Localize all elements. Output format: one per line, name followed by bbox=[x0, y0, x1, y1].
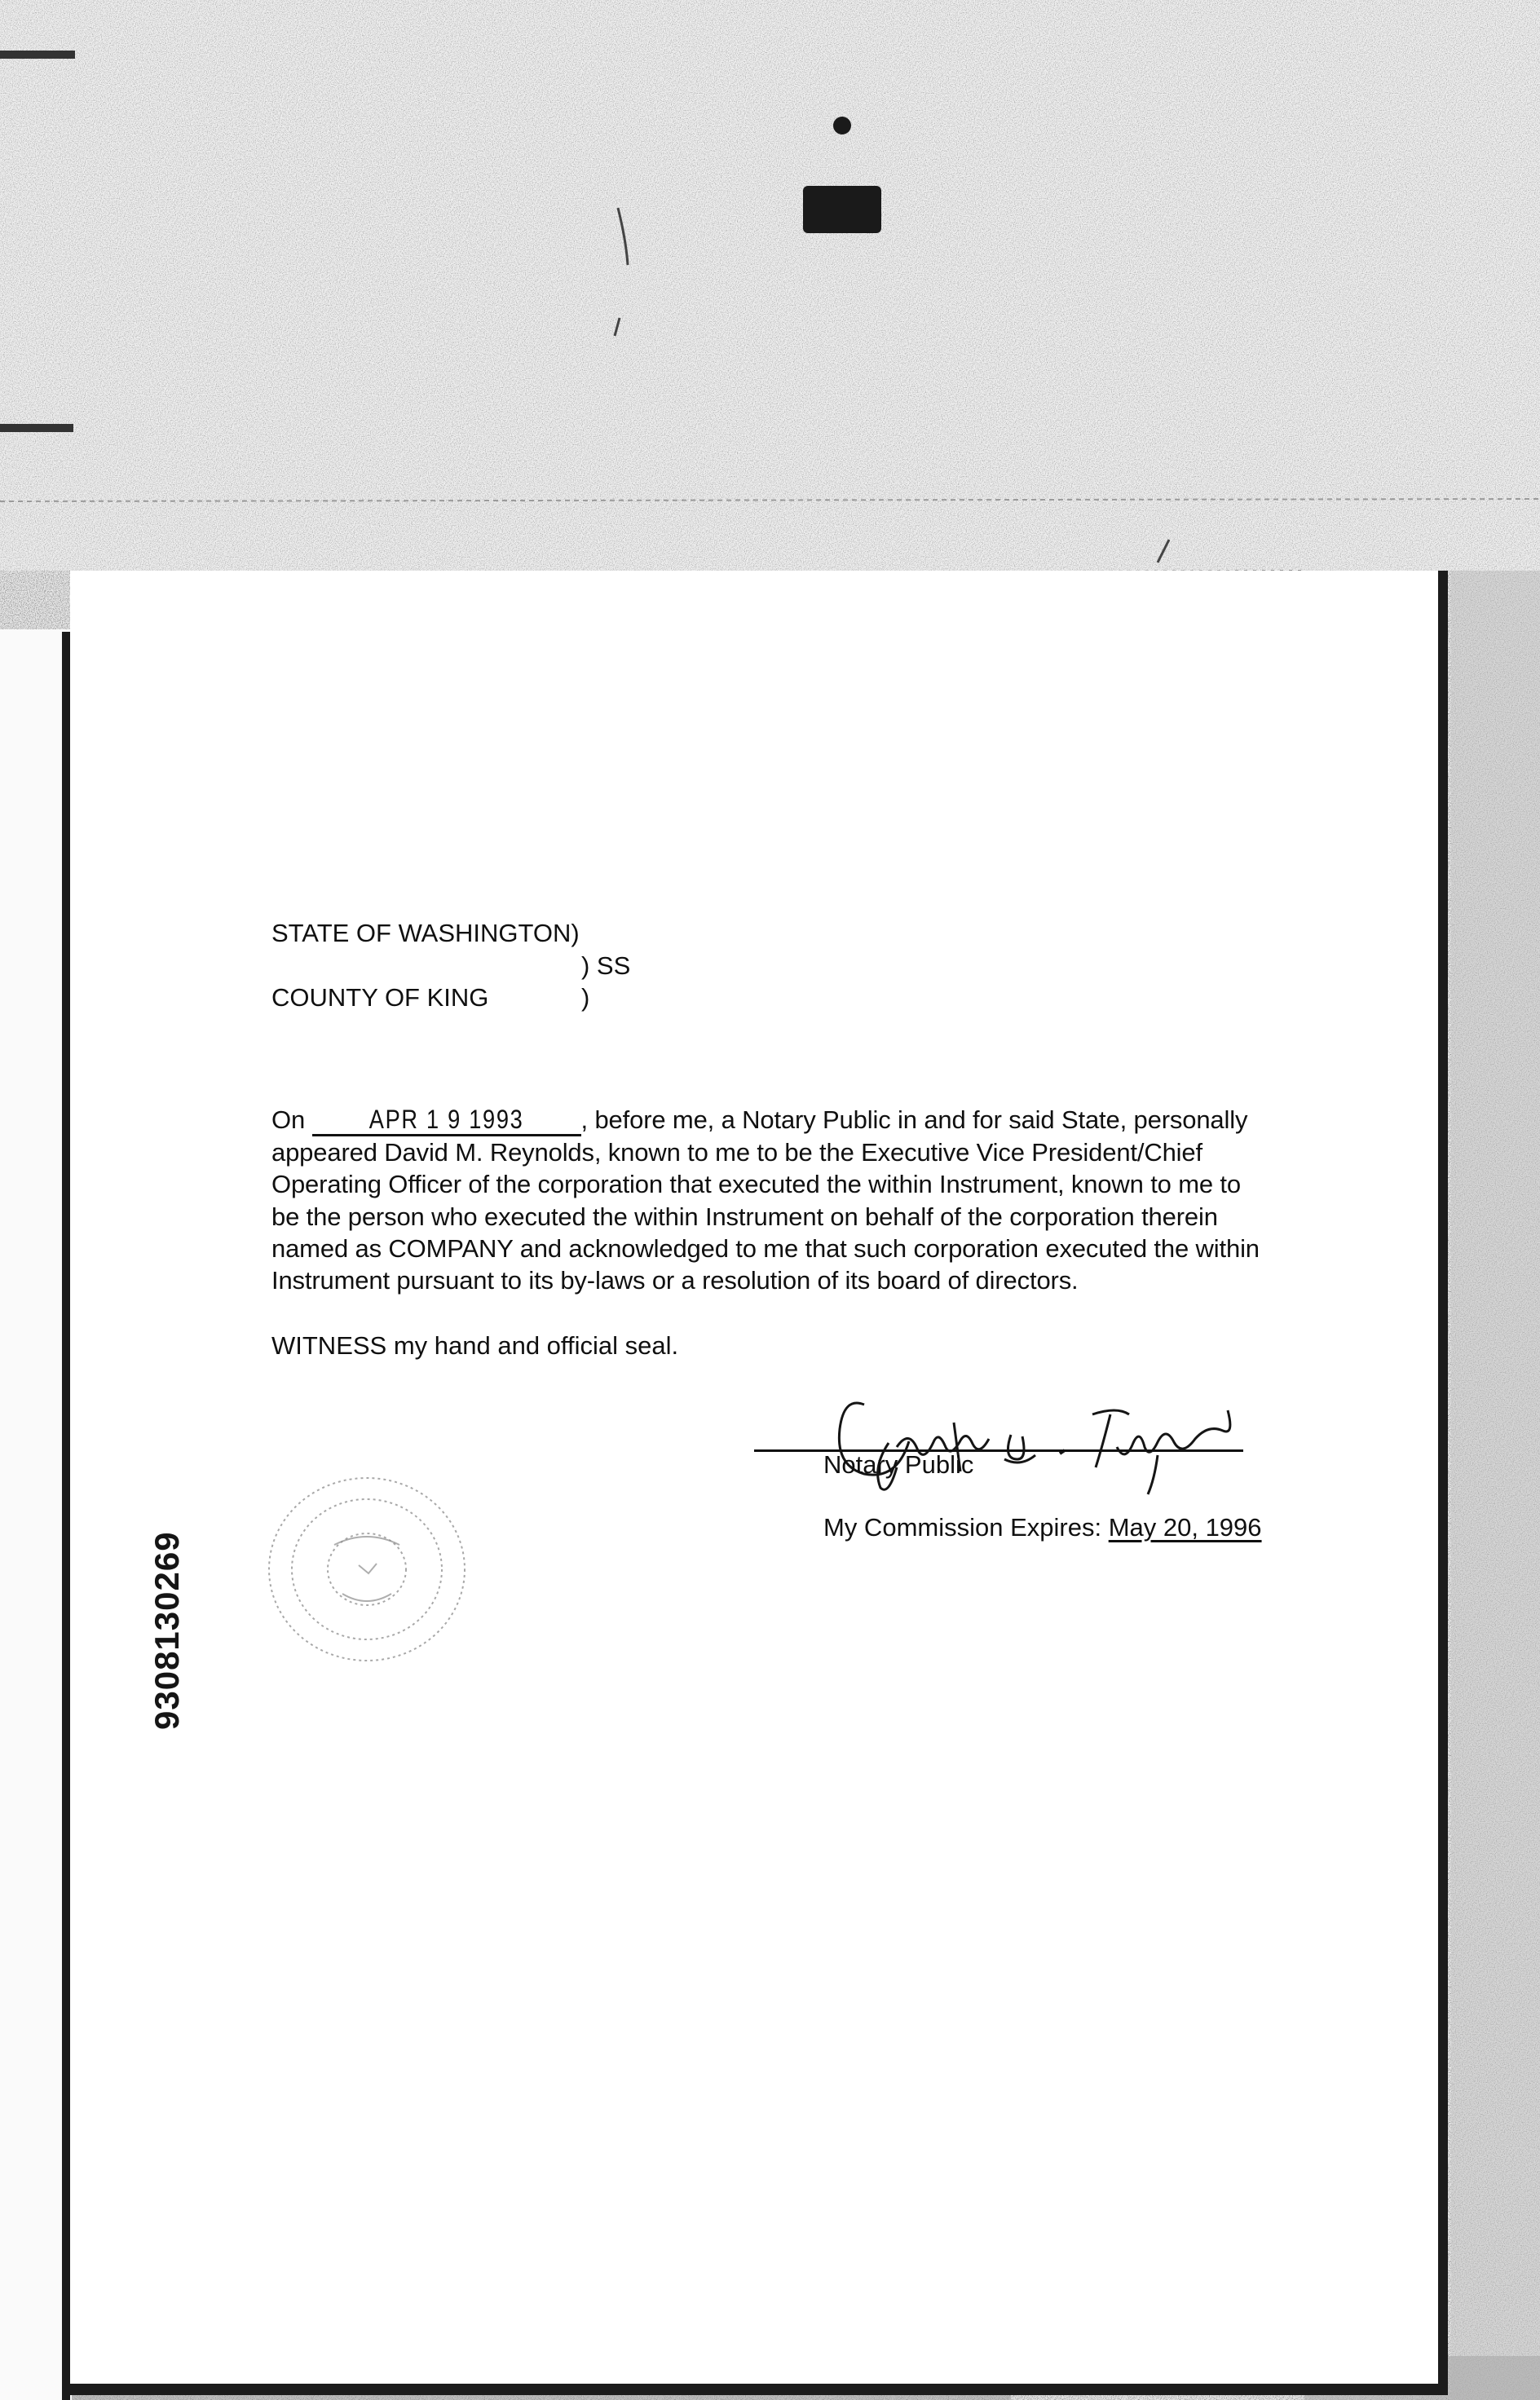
venue-ss: ) SS bbox=[581, 951, 631, 980]
acknowledgment-line-3: Operating Officer of the corporation that executed the within Instrument, known to me to bbox=[271, 1170, 1241, 1198]
acknowledgment-line-6: Instrument pursuant to its by-laws or a resolution of its board of directors. bbox=[271, 1266, 1079, 1295]
notary-signature bbox=[815, 1390, 1255, 1504]
acknowledgment-line-5: named as COMPANY and acknowledged to me that such corporation executed the within bbox=[271, 1234, 1260, 1263]
acknowledgment-line-2: appeared David M. Reynolds, known to me to be the Executive Vice President/Chief bbox=[271, 1138, 1202, 1167]
witness-statement: WITNESS my hand and official seal. bbox=[271, 1331, 679, 1360]
date-stamp: APR 1 9 1993 bbox=[368, 1105, 524, 1134]
punch-hole-mark bbox=[833, 117, 851, 135]
on-label: On bbox=[271, 1105, 306, 1134]
underlying-page-border bbox=[62, 632, 70, 2400]
redaction-block bbox=[803, 186, 881, 233]
commission-date: May 20, 1996 bbox=[1108, 1513, 1262, 1542]
acknowledgment-line-4: be the person who executed the within Instrument on behalf of the corporation therein bbox=[271, 1202, 1218, 1231]
notary-public-label: Notary Public bbox=[823, 1450, 974, 1479]
commission-expires bbox=[823, 1511, 1262, 1544]
underlying-page-edge bbox=[0, 629, 72, 2400]
commission-label: My Commission Expires: bbox=[823, 1513, 1102, 1542]
recording-number: 9308130269 bbox=[148, 1531, 186, 1730]
scan-edge-mark bbox=[0, 424, 73, 432]
acknowledgment-line-1 bbox=[271, 1104, 1247, 1136]
acknowledgment-line-1-rest: , before me, a Notary Public in and for said State, personally bbox=[580, 1105, 1248, 1134]
notary-seal-stamp bbox=[245, 1463, 489, 1675]
acknowledgment-date-field bbox=[312, 1105, 581, 1136]
venue-county-paren: ) bbox=[581, 983, 590, 1012]
scan-edge-mark bbox=[0, 51, 75, 59]
venue-county: COUNTY OF KING bbox=[271, 983, 489, 1012]
venue-state: STATE OF WASHINGTON) bbox=[271, 919, 580, 947]
